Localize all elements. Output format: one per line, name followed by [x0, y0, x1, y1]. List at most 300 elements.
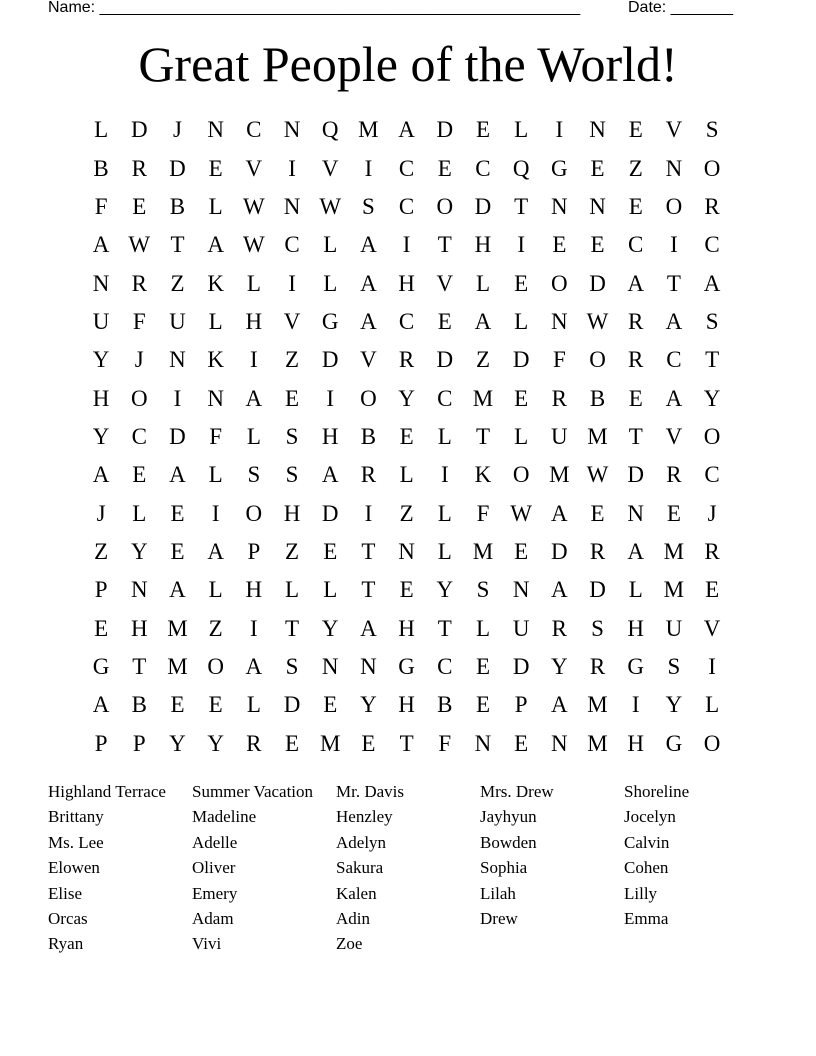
grid-letter[interactable]: I	[288, 155, 296, 181]
grid-letter[interactable]: L	[323, 270, 338, 296]
grid-letter[interactable]: V	[665, 423, 683, 449]
grid-letter[interactable]: T	[285, 615, 300, 641]
grid-letter[interactable]: W	[586, 462, 609, 488]
grid-letter[interactable]: C	[704, 462, 720, 488]
grid-letter[interactable]: L	[475, 270, 490, 296]
grid-letter[interactable]: V	[703, 615, 721, 641]
grid-letter[interactable]: U	[665, 615, 683, 641]
grid-letter[interactable]: C	[628, 232, 644, 258]
grid-letter[interactable]: E	[132, 193, 147, 219]
grid-letter[interactable]: F	[438, 730, 452, 756]
grid-letter[interactable]: D	[321, 500, 339, 526]
grid-letter[interactable]: Y	[130, 538, 148, 564]
grid-letter[interactable]: Z	[170, 270, 185, 296]
grid-letter[interactable]: A	[207, 232, 224, 258]
grid-letter[interactable]: D	[589, 270, 606, 296]
grid-letter[interactable]: H	[245, 577, 263, 603]
grid-letter[interactable]: J	[134, 347, 144, 373]
grid-letter[interactable]: P	[94, 577, 108, 603]
grid-letter[interactable]: Y	[551, 653, 568, 679]
grid-letter[interactable]: F	[476, 500, 490, 526]
word-search-grid[interactable]	[82, 111, 731, 763]
grid-letter[interactable]: W	[510, 500, 533, 526]
grid-letter[interactable]: P	[94, 730, 108, 756]
grid-letter[interactable]: A	[665, 308, 683, 334]
grid-letter[interactable]: F	[94, 193, 108, 219]
grid-letter[interactable]: N	[551, 308, 568, 334]
grid-letter[interactable]: L	[437, 500, 452, 526]
grid-letter[interactable]: Y	[92, 347, 110, 373]
word-bank-item: Drew	[480, 908, 518, 928]
grid-letter[interactable]: R	[666, 462, 682, 488]
word-bank-item: Cohen	[624, 858, 669, 878]
grid-letter[interactable]: D	[169, 155, 186, 181]
grid-letter[interactable]: C	[437, 385, 453, 411]
grid-letter[interactable]: K	[474, 462, 492, 488]
grid-letter[interactable]: H	[627, 730, 645, 756]
grid-letter[interactable]: V	[360, 347, 377, 373]
grid-letter[interactable]: Q	[321, 117, 339, 143]
grid-letter[interactable]: O	[703, 155, 721, 181]
grid-letter[interactable]: I	[708, 653, 716, 679]
grid-letter[interactable]: M	[663, 538, 685, 564]
grid-letter[interactable]: E	[590, 155, 605, 181]
grid-letter[interactable]: H	[92, 385, 110, 411]
grid-letter[interactable]: V	[321, 155, 339, 181]
grid-letter[interactable]: Y	[92, 423, 110, 449]
grid-letter[interactable]: P	[247, 538, 261, 564]
grid-letter[interactable]: E	[208, 692, 223, 718]
grid-letter[interactable]: I	[250, 347, 258, 373]
grid-letter[interactable]: O	[130, 385, 148, 411]
grid-letter[interactable]: Y	[360, 692, 377, 718]
grid-letter[interactable]: L	[246, 270, 261, 296]
grid-letter[interactable]: N	[398, 538, 415, 564]
grid-letter[interactable]: E	[666, 500, 681, 526]
grid-letter[interactable]: N	[627, 500, 645, 526]
grid-letter[interactable]: J	[172, 117, 182, 143]
grid-letter[interactable]: I	[517, 232, 525, 258]
grid-letter[interactable]: Y	[321, 615, 339, 641]
grid-letter[interactable]: A	[207, 538, 224, 564]
grid-letter[interactable]: O	[665, 193, 683, 219]
grid-letter[interactable]: D	[589, 577, 606, 603]
grid-letter[interactable]: S	[285, 462, 299, 488]
grid-letter[interactable]: T	[437, 615, 452, 641]
grid-letter[interactable]: E	[552, 232, 567, 258]
grid-letter[interactable]: D	[474, 193, 492, 219]
grid-letter[interactable]: N	[130, 577, 148, 603]
grid-letter[interactable]: E	[170, 500, 185, 526]
grid-letter[interactable]: A	[245, 385, 263, 411]
grid-letter[interactable]: R	[246, 730, 262, 756]
grid-letter[interactable]: D	[512, 347, 530, 373]
grid-letter[interactable]: E	[628, 117, 643, 143]
grid-letter[interactable]: T	[361, 538, 376, 564]
grid-letter[interactable]: N	[474, 730, 492, 756]
grid-letter[interactable]: T	[437, 232, 452, 258]
grid-letter[interactable]: R	[589, 538, 606, 564]
grid-letter[interactable]: A	[627, 270, 645, 296]
grid-letter[interactable]: L	[208, 193, 223, 219]
grid-letter[interactable]: M	[358, 117, 379, 143]
grid-letter[interactable]: L	[705, 692, 720, 718]
grid-letter[interactable]: I	[288, 270, 296, 296]
grid-letter[interactable]: E	[514, 730, 529, 756]
grid-letter[interactable]: A	[245, 653, 263, 679]
grid-letter[interactable]: N	[207, 385, 224, 411]
grid-letter[interactable]: R	[551, 385, 568, 411]
grid-letter[interactable]: C	[437, 653, 453, 679]
grid-letter[interactable]: V	[245, 155, 263, 181]
grid-letter[interactable]: B	[169, 193, 186, 219]
grid-letter[interactable]: O	[436, 193, 454, 219]
grid-letter[interactable]: G	[665, 730, 683, 756]
date-line[interactable]: Date: _______	[628, 0, 733, 16]
grid-letter[interactable]: I	[364, 155, 373, 181]
grid-letter[interactable]: L	[323, 232, 338, 258]
grid-letter[interactable]: J	[707, 500, 717, 526]
grid-letter[interactable]: E	[323, 538, 338, 564]
grid-letter[interactable]: E	[705, 577, 720, 603]
grid-letter[interactable]: E	[475, 117, 490, 143]
grid-letter[interactable]: M	[167, 653, 188, 679]
grid-letter[interactable]: T	[705, 347, 720, 373]
grid-letter[interactable]: Y	[665, 692, 683, 718]
grid-letter[interactable]: S	[705, 308, 719, 334]
grid-letter[interactable]: U	[169, 308, 186, 334]
grid-letter[interactable]: L	[475, 615, 490, 641]
grid-letter[interactable]: I	[670, 232, 678, 258]
grid-letter[interactable]: E	[399, 423, 414, 449]
grid-letter[interactable]: M	[472, 385, 494, 411]
grid-letter[interactable]: E	[437, 155, 452, 181]
grid-letter[interactable]: C	[398, 308, 415, 334]
grid-letter[interactable]: L	[208, 577, 223, 603]
grid-letter[interactable]: T	[475, 423, 490, 449]
grid-letter[interactable]: E	[170, 538, 185, 564]
grid-letter[interactable]: S	[285, 423, 299, 449]
grid-letter[interactable]: A	[703, 270, 721, 296]
grid-letter[interactable]: R	[131, 155, 147, 181]
name-line[interactable]: Name: ______________________________________________________	[48, 0, 581, 16]
grid-letter[interactable]: S	[667, 653, 681, 679]
grid-letter[interactable]: E	[132, 462, 147, 488]
grid-letter[interactable]: E	[323, 692, 338, 718]
grid-letter[interactable]: E	[628, 385, 643, 411]
grid-letter[interactable]: R	[628, 347, 644, 373]
grid-letter[interactable]: L	[437, 538, 452, 564]
grid-letter[interactable]: L	[437, 423, 452, 449]
grid-letter[interactable]: G	[627, 653, 645, 679]
grid-letter[interactable]: R	[589, 653, 606, 679]
grid-letter[interactable]: M	[587, 730, 608, 756]
grid-letter[interactable]: L	[628, 577, 643, 603]
grid-letter[interactable]: E	[437, 308, 452, 334]
grid-letter[interactable]: S	[285, 653, 299, 679]
grid-letter[interactable]: E	[399, 577, 414, 603]
grid-letter[interactable]: O	[589, 347, 606, 373]
grid-letter[interactable]: Y	[398, 385, 415, 411]
grid-letter[interactable]: N	[283, 193, 301, 219]
grid-letter[interactable]: O	[360, 385, 377, 411]
grid-letter[interactable]: L	[208, 308, 223, 334]
grid-letter[interactable]: L	[323, 577, 338, 603]
grid-letter[interactable]: Y	[436, 577, 454, 603]
grid-letter[interactable]: T	[361, 577, 376, 603]
grid-letter[interactable]: B	[360, 423, 377, 449]
grid-letter[interactable]: R	[551, 615, 568, 641]
grid-letter[interactable]: E	[285, 385, 300, 411]
grid-letter[interactable]: L	[132, 500, 147, 526]
grid-letter[interactable]: L	[514, 117, 529, 143]
grid-letter[interactable]: H	[627, 615, 645, 641]
grid-letter[interactable]: M	[319, 730, 341, 756]
grid-letter[interactable]: E	[628, 193, 643, 219]
grid-letter[interactable]: S	[705, 117, 719, 143]
grid-letter[interactable]: H	[283, 500, 301, 526]
grid-letter[interactable]: V	[436, 270, 454, 296]
grid-letter[interactable]: N	[207, 117, 224, 143]
grid-letter[interactable]: A	[360, 615, 377, 641]
grid-letter[interactable]: G	[92, 653, 110, 679]
grid-letter[interactable]: F	[132, 308, 146, 334]
grid-letter[interactable]: A	[398, 117, 415, 143]
grid-letter[interactable]: O	[207, 653, 224, 679]
grid-letter[interactable]: B	[93, 155, 109, 181]
grid-letter[interactable]: U	[512, 615, 530, 641]
grid-letter[interactable]: N	[283, 117, 301, 143]
grid-letter[interactable]: L	[246, 692, 261, 718]
grid-letter[interactable]: S	[476, 577, 490, 603]
grid-letter[interactable]: G	[321, 308, 339, 334]
grid-letter[interactable]: A	[92, 462, 110, 488]
grid-letter[interactable]: L	[246, 423, 261, 449]
grid-letter[interactable]: I	[402, 232, 411, 258]
grid-letter[interactable]: D	[436, 347, 454, 373]
grid-letter[interactable]: G	[398, 653, 415, 679]
grid-letter[interactable]: K	[207, 270, 224, 296]
grid-letter[interactable]: N	[360, 653, 377, 679]
worksheet-title: Great People of the World!	[138, 36, 678, 92]
grid-letter[interactable]: T	[170, 232, 185, 258]
grid-letter[interactable]: A	[360, 270, 377, 296]
grid-letter[interactable]: J	[96, 500, 106, 526]
grid-letter[interactable]: Z	[285, 538, 300, 564]
grid-letter[interactable]: B	[131, 692, 147, 718]
worksheet-header	[48, 0, 748, 21]
grid-letter[interactable]: R	[628, 308, 644, 334]
grid-letter[interactable]: K	[207, 347, 224, 373]
grid-letter[interactable]: M	[167, 615, 188, 641]
grid-letter[interactable]: A	[665, 385, 683, 411]
grid-letter[interactable]: L	[94, 117, 109, 143]
grid-letter[interactable]: L	[514, 308, 529, 334]
grid-letter[interactable]: O	[245, 500, 263, 526]
grid-letter[interactable]: A	[551, 500, 568, 526]
grid-letter[interactable]: E	[285, 730, 300, 756]
grid-letter[interactable]: M	[587, 692, 608, 718]
grid-letter[interactable]: D	[551, 538, 568, 564]
grid-letter[interactable]: Z	[399, 500, 414, 526]
grid-letter[interactable]: Z	[94, 538, 109, 564]
grid-letter[interactable]: B	[589, 385, 606, 411]
grid-letter[interactable]: E	[94, 615, 109, 641]
grid-letter[interactable]: C	[666, 347, 682, 373]
grid-letter[interactable]: N	[169, 347, 186, 373]
grid-letter[interactable]: Y	[703, 385, 721, 411]
grid-letter[interactable]: I	[440, 462, 449, 488]
grid-letter[interactable]: S	[591, 615, 604, 641]
grid-letter[interactable]: N	[321, 653, 339, 679]
grid-letter[interactable]: N	[589, 117, 606, 143]
grid-letter[interactable]: W	[242, 193, 265, 219]
grid-letter[interactable]: N	[512, 577, 530, 603]
grid-letter[interactable]: H	[130, 615, 148, 641]
grid-letter[interactable]: P	[132, 730, 146, 756]
grid-letter[interactable]: H	[398, 615, 415, 641]
grid-letter[interactable]: O	[512, 462, 530, 488]
grid-letter[interactable]: F	[209, 423, 223, 449]
grid-letter[interactable]: A	[92, 692, 110, 718]
grid-letter[interactable]: I	[631, 692, 640, 718]
grid-letter[interactable]: N	[551, 730, 568, 756]
grid-letter[interactable]: E	[361, 730, 376, 756]
grid-letter[interactable]: E	[475, 692, 490, 718]
grid-letter[interactable]: E	[514, 385, 529, 411]
grid-letter[interactable]: G	[551, 155, 568, 181]
grid-letter[interactable]: Q	[512, 155, 530, 181]
grid-letter[interactable]: C	[398, 155, 415, 181]
grid-letter[interactable]: O	[551, 270, 568, 296]
word-bank-item: Kalen	[336, 883, 377, 903]
grid-letter[interactable]: W	[586, 308, 609, 334]
word-bank-item: Calvin	[624, 832, 670, 852]
grid-letter[interactable]: A	[360, 232, 377, 258]
grid-letter[interactable]: H	[474, 232, 492, 258]
grid-letter[interactable]: R	[704, 193, 720, 219]
grid-letter[interactable]: A	[360, 308, 377, 334]
grid-letter[interactable]: N	[551, 193, 568, 219]
grid-letter[interactable]: N	[92, 270, 110, 296]
grid-letter[interactable]: M	[663, 577, 685, 603]
grid-letter[interactable]: N	[589, 193, 606, 219]
grid-letter[interactable]: L	[399, 462, 414, 488]
grid-letter[interactable]: R	[398, 347, 415, 373]
grid-letter[interactable]: T	[132, 653, 147, 679]
grid-letter[interactable]: S	[247, 462, 261, 488]
grid-letter[interactable]: S	[362, 193, 375, 219]
grid-letter[interactable]: A	[169, 462, 186, 488]
grid-letter[interactable]: I	[364, 500, 373, 526]
grid-letter[interactable]: P	[514, 692, 528, 718]
grid-letter[interactable]: O	[703, 730, 721, 756]
grid-letter[interactable]: O	[703, 423, 721, 449]
grid-letter[interactable]: T	[399, 730, 414, 756]
grid-letter[interactable]: T	[666, 270, 681, 296]
grid-letter[interactable]: B	[437, 692, 453, 718]
grid-letter[interactable]: C	[131, 423, 147, 449]
grid-letter[interactable]: L	[514, 423, 529, 449]
grid-letter[interactable]: E	[514, 270, 529, 296]
grid-letter[interactable]: D	[321, 347, 339, 373]
grid-letter[interactable]: Z	[285, 347, 300, 373]
grid-letter[interactable]: H	[321, 423, 339, 449]
grid-letter[interactable]: U	[551, 423, 568, 449]
grid-letter[interactable]: D	[169, 423, 186, 449]
grid-letter[interactable]: I	[250, 615, 258, 641]
grid-letter[interactable]: E	[170, 692, 185, 718]
grid-letter[interactable]: U	[92, 308, 110, 334]
word-bank-item: Henzley	[336, 807, 393, 827]
grid-letter[interactable]: I	[326, 385, 335, 411]
grid-letter[interactable]: Y	[207, 730, 224, 756]
grid-letter[interactable]: A	[92, 232, 110, 258]
grid-letter[interactable]: H	[398, 692, 415, 718]
grid-letter[interactable]: Z	[208, 615, 223, 641]
grid-letter[interactable]: C	[246, 117, 262, 143]
grid-letter[interactable]: E	[208, 155, 223, 181]
grid-letter[interactable]: E	[590, 500, 605, 526]
grid-letter[interactable]: D	[436, 117, 454, 143]
grid-letter[interactable]: D	[283, 692, 301, 718]
grid-letter[interactable]: I	[173, 385, 182, 411]
grid-letter[interactable]: F	[552, 347, 566, 373]
grid-letter[interactable]: L	[285, 577, 300, 603]
grid-letter[interactable]: M	[549, 462, 570, 488]
grid-letter[interactable]: A	[321, 462, 339, 488]
grid-letter[interactable]: W	[128, 232, 151, 258]
grid-letter[interactable]: A	[551, 577, 568, 603]
grid-letter[interactable]: H	[245, 308, 263, 334]
grid-letter[interactable]: T	[514, 193, 529, 219]
grid-letter[interactable]: Z	[475, 347, 490, 373]
grid-letter[interactable]: M	[472, 538, 494, 564]
grid-letter[interactable]: D	[130, 117, 148, 143]
grid-letter[interactable]: A	[551, 692, 568, 718]
grid-letter[interactable]: T	[628, 423, 643, 449]
grid-letter[interactable]: L	[208, 462, 223, 488]
grid-letter[interactable]: A	[474, 308, 492, 334]
grid-letter[interactable]: C	[284, 232, 300, 258]
grid-letter[interactable]: N	[665, 155, 683, 181]
grid-letter[interactable]: I	[211, 500, 220, 526]
grid-letter[interactable]: R	[131, 270, 147, 296]
grid-letter[interactable]: V	[283, 308, 301, 334]
grid-letter[interactable]: Z	[628, 155, 643, 181]
grid-letter[interactable]: E	[475, 653, 490, 679]
grid-letter[interactable]: R	[360, 462, 377, 488]
grid-letter[interactable]: C	[704, 232, 720, 258]
grid-letter[interactable]: M	[587, 423, 608, 449]
grid-letter[interactable]: Y	[169, 730, 186, 756]
grid-letter[interactable]: W	[319, 193, 342, 219]
grid-letter[interactable]: I	[555, 117, 564, 143]
word-bank-item: Brittany	[48, 807, 104, 827]
grid-letter[interactable]: E	[514, 538, 529, 564]
grid-letter[interactable]: W	[242, 232, 265, 258]
grid-letter[interactable]: E	[590, 232, 605, 258]
grid-letter[interactable]: D	[627, 462, 645, 488]
grid-letter[interactable]: V	[665, 117, 683, 143]
grid-letter[interactable]: H	[398, 270, 415, 296]
grid-letter[interactable]: C	[398, 193, 415, 219]
grid-letter[interactable]: A	[169, 577, 186, 603]
grid-letter[interactable]: A	[627, 538, 645, 564]
grid-letter[interactable]: C	[475, 155, 491, 181]
grid-letter[interactable]: R	[704, 538, 720, 564]
grid-letter[interactable]: D	[512, 653, 530, 679]
